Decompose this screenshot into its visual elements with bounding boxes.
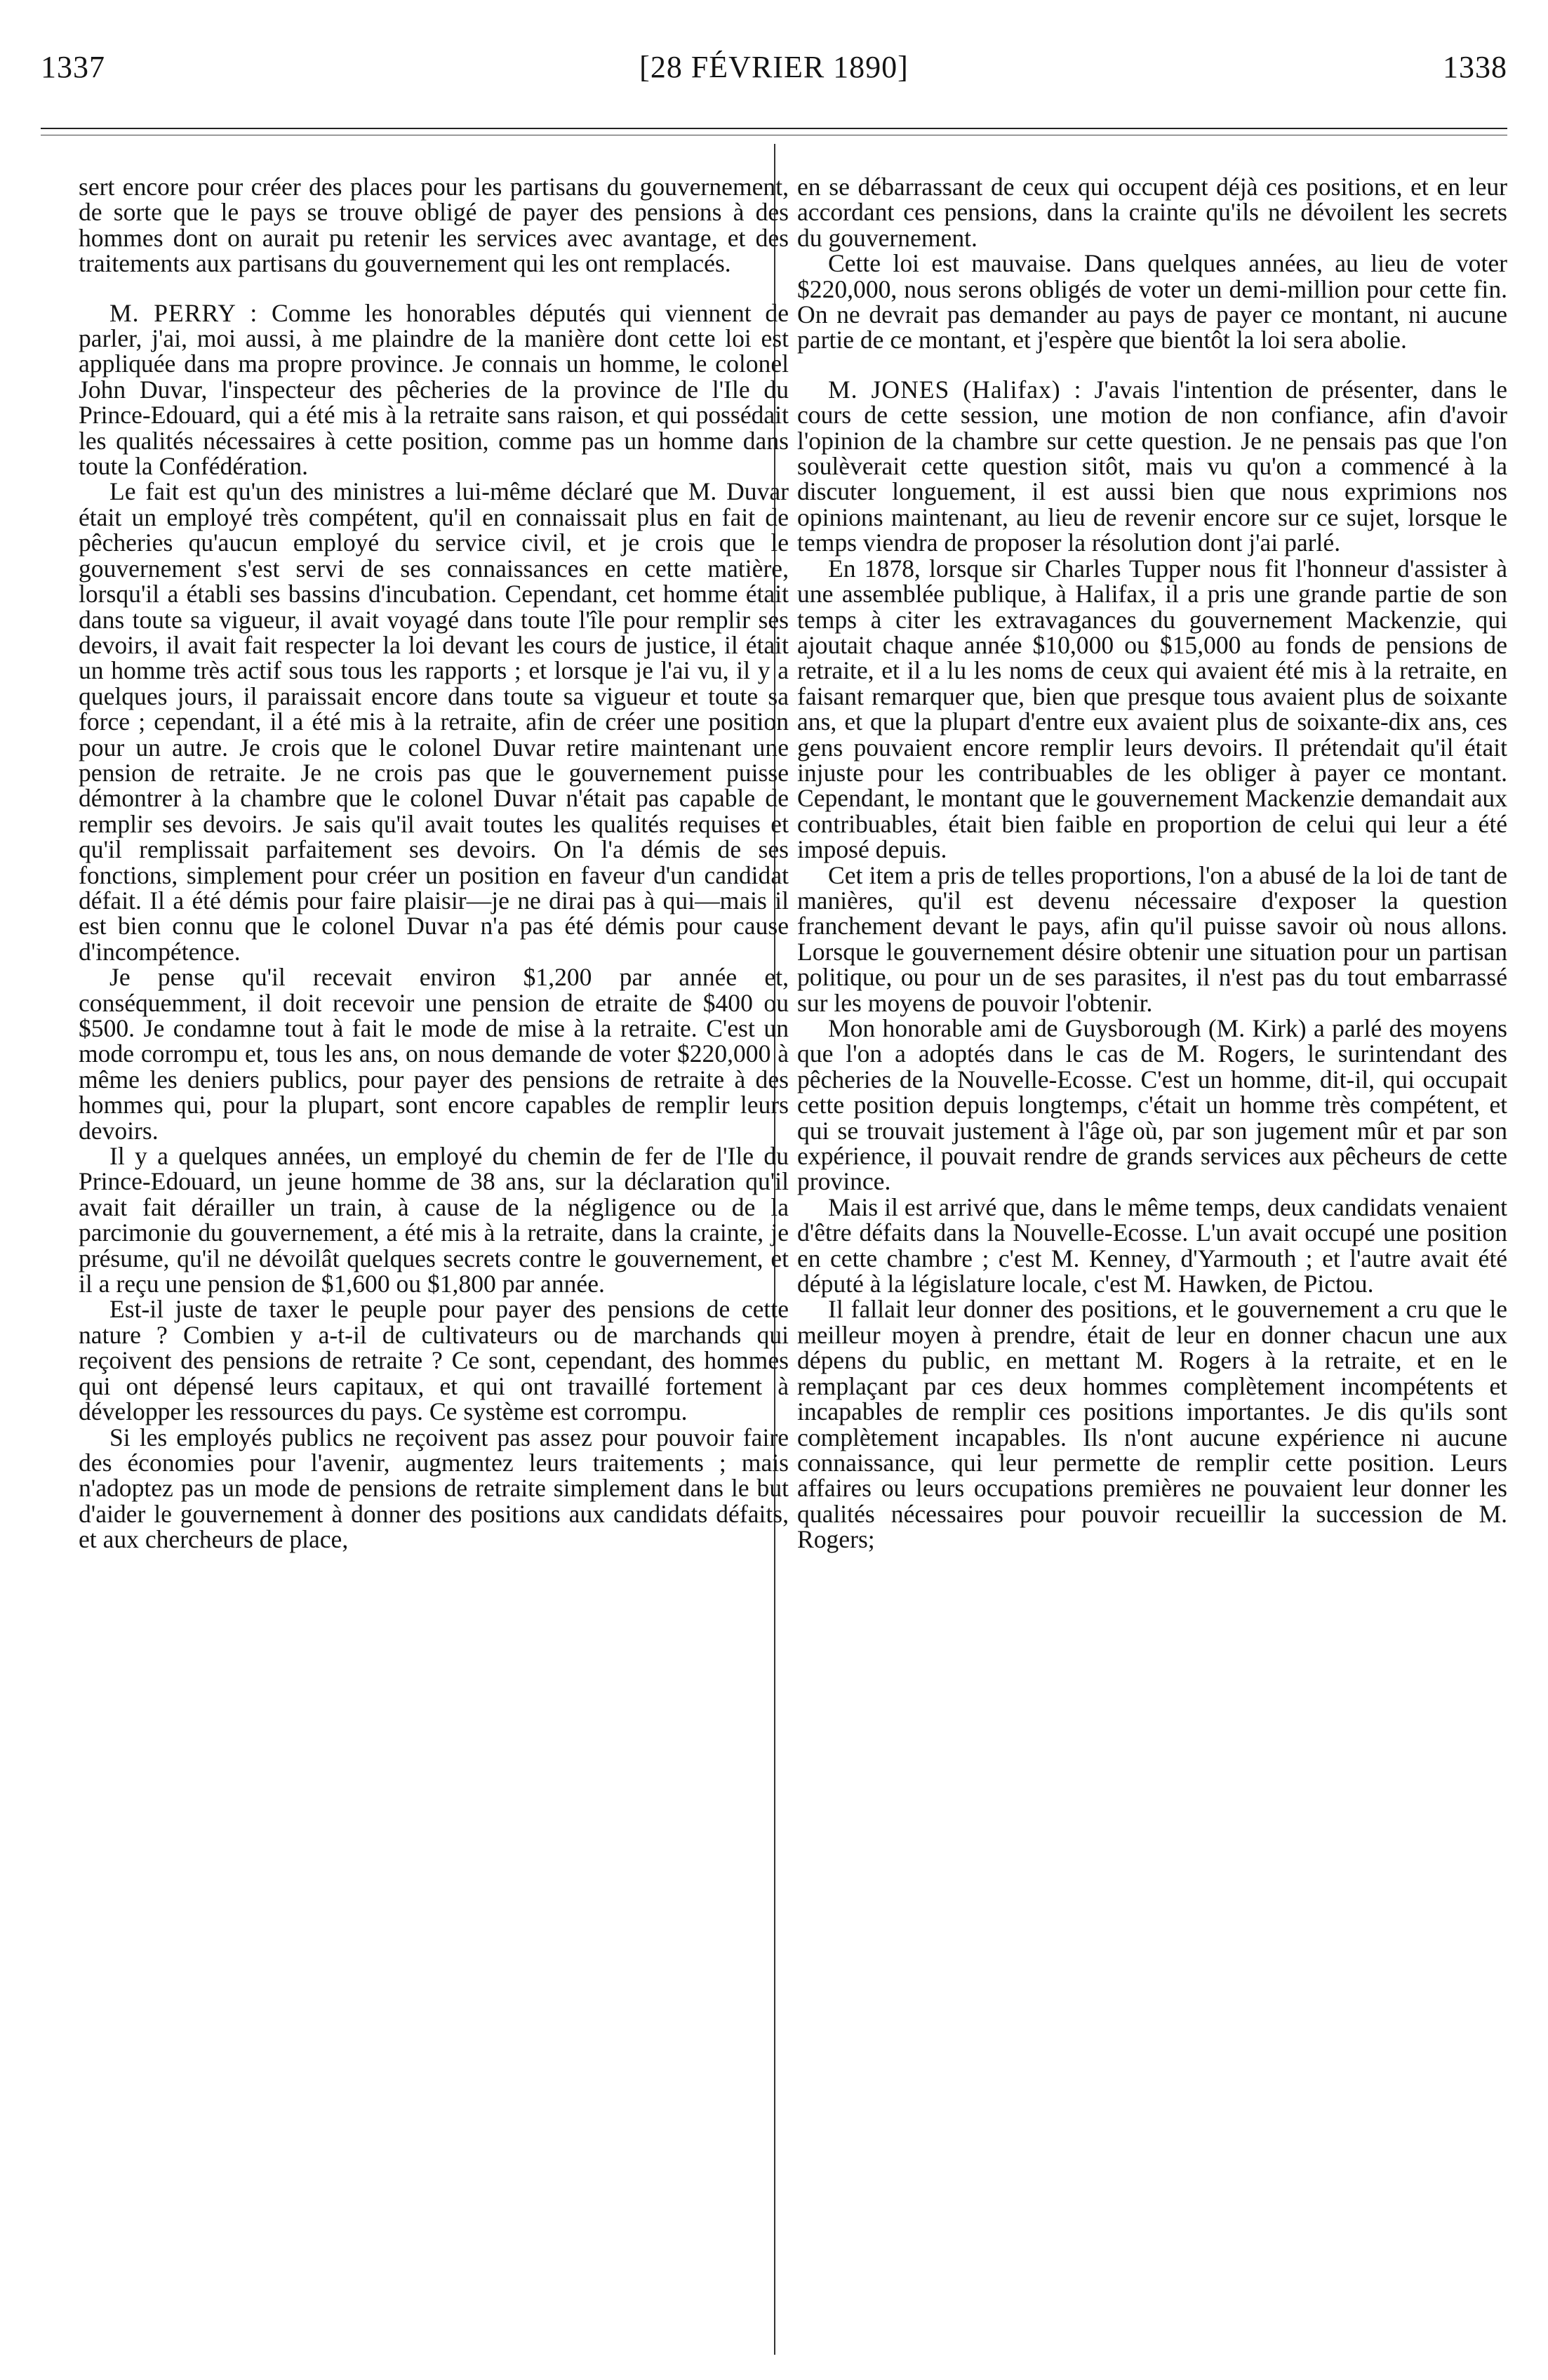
header-date: [28 FÉVRIER 1890] [639,50,909,84]
paragraph: Mais il est arrivé que, dans le même temps, deux candidats venaient d'être défaits dans la Nouvelle-Ecosse. L'un avait occupé une position en cette chambre ; c'est M. Kenney, d'Yarmouth ; et l'autre avait été député à la législature locale, c'est M. Hawken, de Pictou. [797,1192,1507,1298]
paragraph: M. PERRY : Comme les honorables députés qui viennent de parler, j'ai, moi aussi, à me plaindre de la manière dont cette loi est appliquée dans ma propre province. Je connais un homme, le colonel John Duvar, l'inspecteur des pêcheries de la province de l'Ile du Prince-Edouard, qui a été mis à la retraite sans raison, et qui possédait les qualités nécessaires à cette position, comme pas un homme dans toute la Confédération. [79,298,789,481]
speaker-name: M. PERRY : [109,298,258,327]
paragraph: Je pense qu'il recevait environ $1,200 par année et, conséquemment, il doit recevoir une pension de etraite de $400 ou $500. Je condamne tout à fait le mode de mise à la retraite. C'est un mode corrompu et, tous les ans, on nous demande de voter $220,000 à même les deniers publics, pour payer des pensions de retraite à des hommes qui, pour la plupart, sont encore capables de remplir leurs devoirs. [79,963,789,1145]
paragraph: Si les employés publics ne reçoivent pas assez pour pouvoir faire des économies pour l'avenir, augmentez leurs traitements ; mais n'adoptez pas un mode de pensions de retraite simplement dans le but d'aider le gouvernement à donner des positions aux candidats défaits, et aux chercheurs de place, [79,1423,789,1554]
paragraph: Il y a quelques années, un employé du chemin de fer de l'Ile du Prince-Edouard, un jeune homme de 38 ans, sur la déclaration qu'il avait fait dérailler un train, à cause de la négligence ou de la parcimonie du gouvernement, a été mis à la retraite, dans la crainte, je présume, qu'il ne dévoilât quelques secrets contre le gouvernement, et il a reçu une pension de $1,600 ou $1,800 par année. [79,1142,789,1298]
speaker-name: M. JONES (Halifax) : [828,375,1082,404]
page-number-right: 1338 [1443,50,1507,84]
paragraph: Le fait est qu'un des ministres a lui-même déclaré que M. Duvar était un employé très compétent, qu'il en connaissait plus en fait de pêcheries qu'aucun employé du service civil, et je crois que le gouvernement s'est servi de ses connaissances en cette matière, lorsqu'il a établi ses bassins d'incubation. Cependant, cet homme était dans toute sa vigueur, il avait voyagé dans toute l'île pour remplir ses devoirs, il avait fait respecter la loi devant les cours de justice, il était un homme très actif sous tous les rapports ; et lorsque je l'ai vu, il y a quelques jours, il paraissait encore dans toute sa vigueur et toute sa force ; cependant, il a été mis à la retraite, afin de créer une position pour un autre. Je crois que le colonel Duvar retire maintenant une pension de retraite. Je ne crois pas que le gouvernement puisse démontrer à la chambre que le colonel Duvar n'était pas capable de remplir ses devoirs. Je sais qu'il avait toutes les qualités requises et qu'il remplissait parfaitement ses devoirs. On l'a démis de ses fonctions, simplement pour créer un position en faveur d'un candidat défait. Il a été démis pour faire plaisir—je ne dirai pas à qui—mais il est bien connu que le colonel Duvar n'a pas été démis pour cause d'incompétence. [79,477,789,966]
paragraph: sert encore pour créer des places pour les partisans du gouvernement, de sorte que le pays se trouve obligé de payer des pensions à des hommes dont on aurait pu retenir les services avec avantage, et des traitements aux partisans du gouvernement qui les ont remplacés. [79,173,789,278]
paragraph: Mon honorable ami de Guysborough (M. Kirk) a parlé des moyens que l'on a adoptés dans le cas de M. Rogers, le surintendant des pêcheries de la Nouvelle-Ecosse. C'est un homme, dit-il, qui occupait cette position depuis longtemps, c'était un homme très compétent, et qui se trouvait justement à l'âge où, par son jugement mûr et par son expérience, il pouvait rendre de grands services aux pêcheurs de cette province. [797,1014,1507,1196]
header-rule-thick [41,128,1507,129]
paragraph: en se débarrassant de ceux qui occupent déjà ces positions, et en leur accordant ces pensions, dans la crainte qu'ils ne dévoilent les secrets du gouvernement. [797,173,1507,252]
right-column [797,174,1507,1553]
paragraph: Cette loi est mauvaise. Dans quelques années, au lieu de voter $220,000, nous serons obligés de voter un demi-million pour cette fin. On ne devrait pas demander au pays de payer ce montant, ni aucune partie de ce montant, et j'espère que bientôt la loi sera abolie. [797,249,1507,354]
paragraph: Cet item a pris de telles proportions, l'on a abusé de la loi de tant de manières, qu'il est devenu nécessaire d'exposer la question franchement devant le pays, afin qu'il puisse savoir où nous allons. Lorsque le gouvernement désire obtenir une situation pour un partisan politique, ou pour un de ses parasites, il n'est pas du tout embarrassé sur les moyens de pouvoir l'obtenir. [797,860,1507,1017]
running-header [41,49,1507,98]
paragraph: En 1878, lorsque sir Charles Tupper nous fit l'honneur d'assister à une assemblée publique, à Halifax, il a pris une grande partie de son temps à citer les extravagances du gouvernement Mackenzie, qui ajoutait chaque année $10,000 ou $15,000 au fonds de pensions de retraite, et il a lu les noms de ceux qui avaient été mis à la retraite, en faisant remarquer que, bien que presque tous avaient plus de soixante ans, et que la plupart d'entre eux avaient plus de soixante-dix ans, ces gens pouvaient encore remplir leurs devoirs. Il prétendait qu'il était injuste pour les contribuables de les obliger à payer ce montant. Cependant, le montant que le gouvernement Mackenzie demandait aux contribuables, était bien faible en proportion de celui qui leur a été imposé depuis. [797,554,1507,864]
paragraph: Il fallait leur donner des positions, et le gouvernement a cru que le meilleur moyen à prendre, était de leur en donner chacun une aux dépens du public, en mettant M. Rogers à la retraite, et en le remplaçant par ces deux hommes complètement incompétents et incapables de remplir ces positions importantes. Je dis qu'ils sont complètement incapables. Ils n'ont aucune expérience ni aucune connaissance, qui leur permette de remplir cette position. Leurs affaires ou leurs occupations premières ne pouvaient leur donner les qualités nécessaires pour pouvoir recueillir la succession de M. Rogers; [797,1295,1507,1554]
page-number-left: 1337 [41,50,105,84]
left-column [79,174,789,1553]
paragraph: Est-il juste de taxer le peuple pour payer des pensions de cette nature ? Combien y a-t-il de cultivateurs ou de marchands qui reçoivent des pensions de retraite ? Ce sont, cependant, des hommes qui ont dépensé leurs capitaux, et qui ont travaillé fortement à développer les ressources du pays. Ce système est corrompu. [79,1295,789,1426]
paragraph: M. JONES (Halifax) : J'avais l'intention de présenter, dans le cours de cette session, une motion de non confiance, afin d'avoir l'opinion de la chambre sur cette question. Je ne pensais pas que l'on soulèverait cette question sitôt, mais vu qu'on a commencé à la discuter longuement, il est aussi bien que nous exprimions nos opinions maintenant, au lieu de revenir encore sur ce sujet, lorsque le temps viendra de proposer la résolution dont j'ai parlé. [797,375,1507,557]
